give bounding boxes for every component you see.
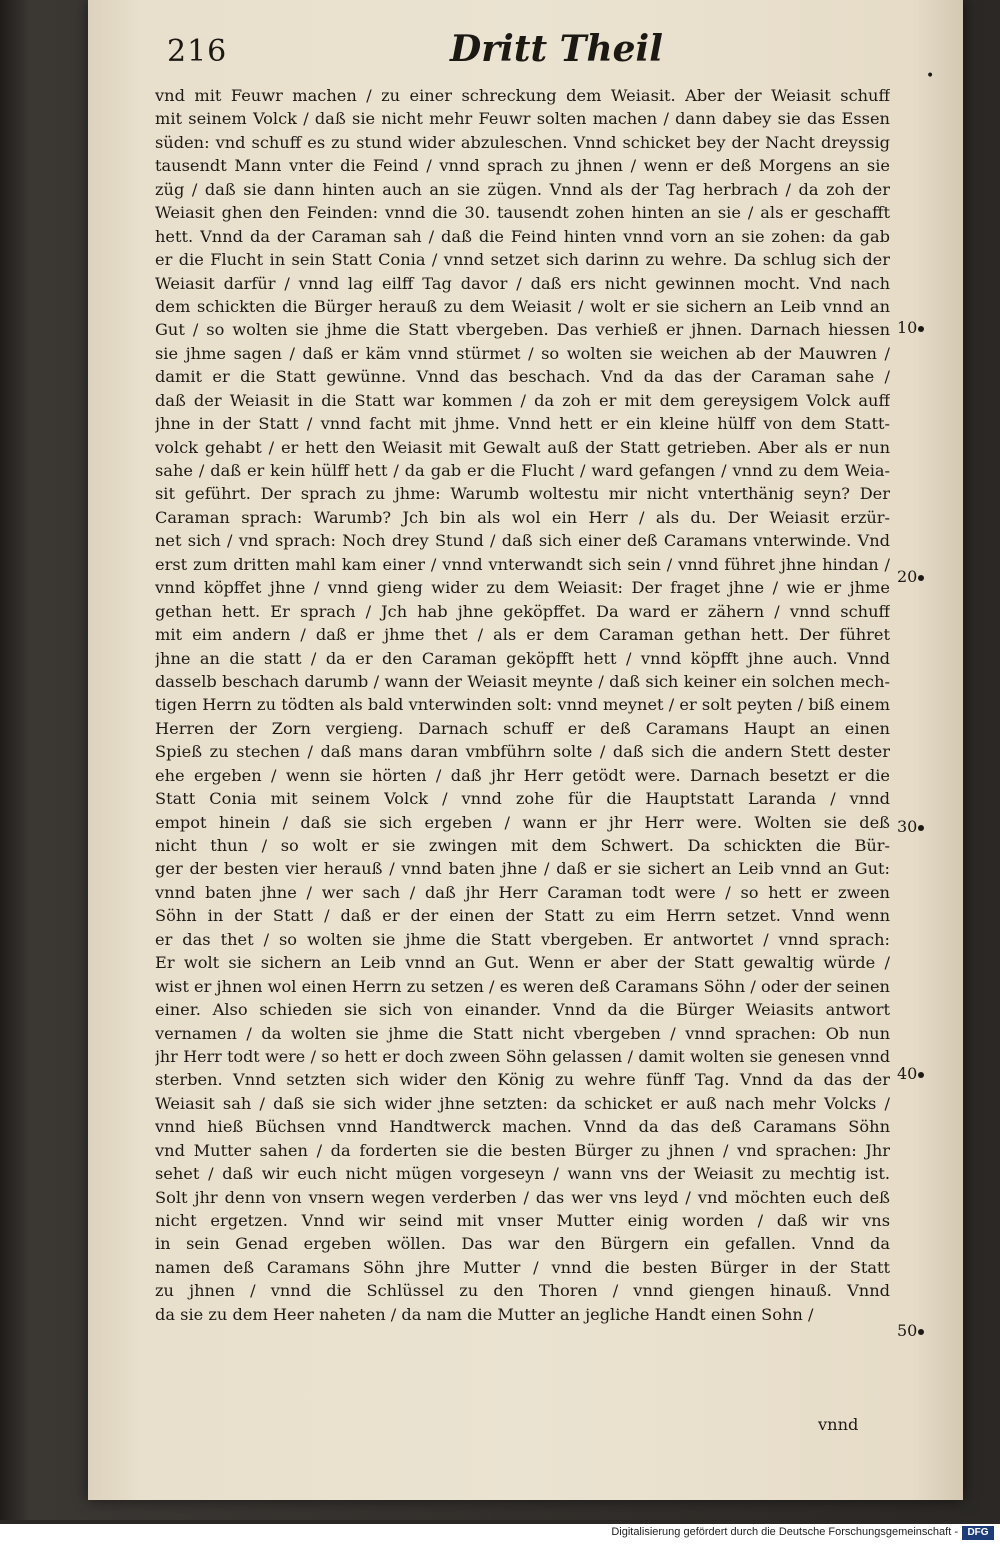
text-line: sahe / daß er kein hülff hett / da gab er die Flucht / ward gefangen / vnnd zu dem Weia-: [155, 461, 890, 480]
ink-speck: •: [926, 68, 935, 84]
text-line: Caraman sprach: Warumb? Jch bin als wol ein Herr / als du. Der Weiasit erzür-: [155, 507, 890, 527]
text-line: Weiasit darfür / vnnd lag eilff Tag davor / daß ers nicht gewinnen mocht. Vnd nach: [155, 273, 890, 293]
text-line: da sie zu dem Heer naheten / da nam die Mutter an jegliche Handt einen Sohn /: [155, 1304, 814, 1324]
text-line: nicht ergetzen. Vnnd wir seind mit vnser Mutter einig worden / daß wir vns: [155, 1211, 890, 1230]
text-line: nicht thun / so wolt er sie zwingen mit dem Schwert. Da schickten die Bür-: [155, 836, 890, 855]
text-line: mit eim andern / daß er jhme thet / als er dem Caraman gethan hett. Der führet: [155, 625, 890, 645]
text-line: jhne in der Statt / vnnd facht mit jhme. Vnnd hett er ein kleine hülff von dem Statt-: [155, 414, 890, 434]
text-line: gethan hett. Er sprach / Jch hab jhne geköpffet. Da ward er zähern / vnnd schuff: [155, 601, 890, 621]
text-line: vnd Mutter sahen / da forderten sie die besten Bürger zu jhnen / vnd sprachen: Jhr: [155, 1140, 890, 1160]
text-line: volck gehabt / er hett den Weiasit mit Gewalt auß der Statt getrieben. Aber als er nun: [155, 437, 890, 457]
text-line: sterben. Vnnd setzten sich wider den König zu wehre fünff Tag. Vnnd da das der: [155, 1070, 890, 1090]
text-line: ger der besten vier herauß / vnnd baten jhne / daß er sie sichert an Leib vnnd an Gut:: [155, 859, 890, 879]
margin-line-number: 20: [897, 567, 924, 586]
text-line: hett. Vnnd da der Caraman sah / daß die Feind hinten vnnd vorn an sie zohen: da gab: [155, 226, 890, 246]
text-line: Weiasit ghen den Feinden: vnnd die 30. tausendt zohen hinten an sie / als er geschafft: [155, 203, 890, 223]
text-line: vnnd hieß Büchsen vnnd Handtwerck machen. Vnnd da das deß Caramans Söhn: [155, 1117, 890, 1137]
text-line: vnnd köpffet jhne / vnnd gieng wider zu dem Weiasit: Der fraget jhne / wie er jhme: [155, 578, 890, 598]
catchword: vnnd: [818, 1415, 859, 1434]
page-heading: Dritt Theil: [450, 28, 663, 70]
text-line: einer. Also schieden sie sich von einander. Vnnd da die Bürger Weiasits antwort: [155, 1000, 890, 1020]
text-line: süden: vnd schuff es zu stund wider abzuleschen. Vnnd schicket bey der Nacht dreyssig: [155, 132, 890, 152]
text-line: wist er jhnen wol einen Herrn zu setzen / es weren deß Caramans Söhn / oder der seinen: [155, 976, 890, 996]
margin-line-number: 50: [897, 1321, 924, 1340]
text-line: namen deß Caramans Söhn jhre Mutter / vnnd die besten Bürger in der Statt: [155, 1257, 890, 1277]
text-line: tausendt Mann vnter die Feind / vnnd sprach zu jhnen / wenn er deß Morgens an sie: [155, 156, 890, 176]
text-line: tigen Herrn zu tödten als bald vnterwinden solt: vnnd meynet / er solt peyten / biß einem: [155, 695, 890, 715]
footer-bar: [0, 1524, 1000, 1544]
text-line: er das thet / so wolten sie jhme die Statt vbergeben. Er antwortet / vnnd sprach:: [155, 929, 890, 949]
text-line: vnnd baten jhne / wer sach / daß jhr Herr Caraman todt were / so hett er zween: [155, 882, 890, 902]
text-line: sie jhme sagen / daß er käm vnnd stürmet / so wolten sie weichen ab der Mauwren /: [155, 343, 890, 363]
text-line: net sich / vnd sprach: Noch drey Stund / daß sich einer deß Caramans vnterwinde. Vnd: [155, 531, 890, 551]
text-line: daß der Weiasit in die Statt war kommen / da zoh er mit dem gereysigem Volck auff: [155, 390, 890, 410]
text-line: jhne an die statt / da er den Caraman geköpfft hett / vnnd köpfft jhne auch. Vnnd: [155, 648, 890, 668]
page-number: 216: [167, 34, 228, 69]
margin-line-number: 40: [897, 1064, 924, 1083]
funding-credit: Digitalisierung gefördert durch die Deutsche Forschungsgemeinschaft -: [611, 1526, 958, 1538]
text-line: er die Flucht in sein Statt Conia / vnnd setzet sich darinn zu wehre. Da schlug sich der: [155, 250, 890, 270]
text-line: empot hinein / daß sie sich ergeben / wann er jhr Herr were. Wolten sie deß: [155, 812, 890, 832]
text-line: Söhn in der Statt / daß er der einen der Statt zu eim Herrn setzet. Vnnd wenn: [155, 906, 890, 926]
text-line: Gut / so wolten sie jhme die Statt vbergeben. Das verhieß er jhnen. Darnach hiessen: [155, 320, 890, 340]
margin-line-number: 10: [897, 318, 924, 337]
dfg-logo: DFG: [962, 1526, 994, 1540]
text-line: dasselb beschach darumb / wann der Weiasit meynte / daß sich keiner ein solchen mech-: [155, 671, 890, 691]
text-line: in sein Genad ergeben wöllen. Das war den Bürgern ein gefallen. Vnnd da: [155, 1234, 890, 1254]
text-line: Herren der Zorn vergieng. Darnach schuff er deß Caramans Haupt an einen: [155, 718, 890, 738]
text-line: Er wolt sie sichern an Leib vnnd an Gut. Wenn er aber der Statt gewaltig würde /: [155, 953, 890, 973]
text-line: züg / daß sie dann hinten auch an sie zügen. Vnnd als der Tag herbrach / da zoh der: [155, 179, 890, 199]
text-line: Spieß zu stechen / daß mans daran vmbführn solte / daß sich die andern Stett dester: [155, 742, 890, 762]
text-line: vnd mit Feuwr machen / zu einer schreckung dem Weiasit. Aber der Weiasit schuff: [155, 86, 890, 105]
text-line: Weiasit sah / daß sie sich wider jhne setzten: da schicket er auß nach mehr Volcks /: [155, 1093, 890, 1113]
body-text: [155, 84, 890, 1326]
text-line: sehet / daß wir euch nicht mügen vorgeseyn / wann vns der Weiasit zu mechtig ist.: [155, 1164, 890, 1184]
text-line: zu jhnen / vnnd die Schlüssel zu den Thoren / vnnd giengen hinauß. Vnnd: [155, 1281, 890, 1301]
text-line: ehe ergeben / wenn sie hörten / daß jhr Herr getödt were. Darnach besetzt er die: [155, 765, 890, 785]
margin-line-number: 30: [897, 817, 924, 836]
text-line: mit seinem Volck / daß sie nicht mehr Feuwr solten machen / dann dabey sie das Essen: [155, 109, 890, 129]
text-line: jhr Herr todt were / so hett er doch zween Söhn gelassen / damit wolten sie genesen vnnd: [155, 1046, 890, 1066]
text-line: Solt jhr denn von vnsern wegen verderben / das wer vns leyd / vnd möchten euch deß: [155, 1187, 890, 1207]
text-line: damit er die Statt gewünne. Vnnd das beschach. Vnd da das der Caraman sahe /: [155, 367, 890, 387]
text-line: Statt Conia mit seinem Volck / vnnd zohe für die Hauptstatt Laranda / vnnd: [155, 789, 890, 809]
text-line: vernamen / da wolten sie jhme die Statt nicht vbergeben / vnnd sprachen: Ob nun: [155, 1023, 890, 1043]
text-line: sit geführt. Der sprach zu jhme: Warumb woltestu mir nicht vnterthänig seyn? Der: [155, 484, 890, 504]
text-line: erst zum dritten mahl kam einer / vnnd vnterwandt sich sein / vnnd führet jhne hindan /: [155, 554, 890, 574]
text-line: dem schickten die Bürger herauß zu dem Weiasit / wolt er sie sichern an Leib vnnd an: [155, 296, 890, 316]
